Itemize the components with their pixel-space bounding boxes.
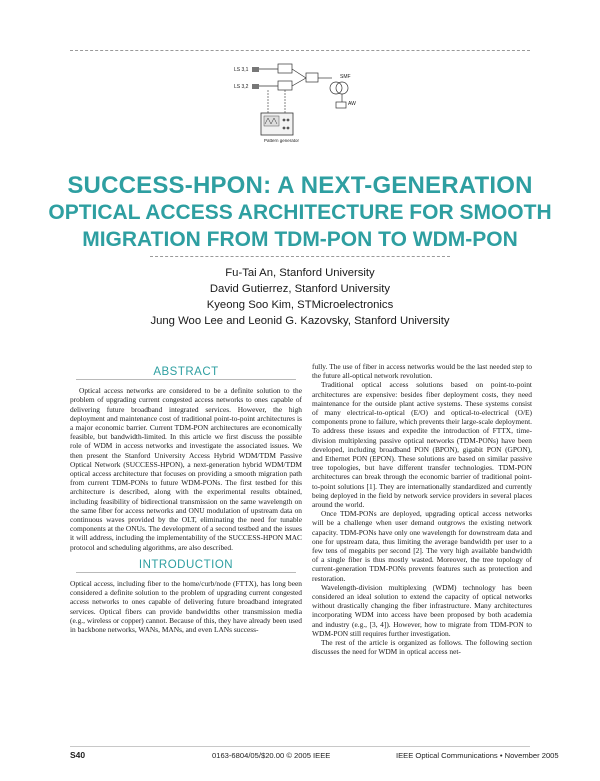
figure-label-aw: AW	[348, 101, 356, 107]
title-line-1: SUCCESS-HPON: A NEXT-GENERATION	[67, 172, 533, 199]
author-line: David Gutierrez, Stanford University	[209, 283, 391, 295]
author-line: Fu-Tai An, Stanford University	[225, 267, 375, 279]
copyright-code: 0163-6804/05/$20.00 © 2005 IEEE	[212, 751, 331, 760]
body-paragraph: Wavelength-division multiplexing (WDM) technology has been considered an ideal solution to extend the capacity of optical networks without drastically changing the fiber infrastructure. Many architectures incorporating WDM into access have been proposed by both academia and industry (e.g., [3, 4]). However, how to migrate from TDM-PON to WDM-PON still requires further investigation.	[312, 582, 532, 638]
author-line: Kyeong Soo Kim, STMicroelectronics	[206, 299, 394, 311]
introduction-text: Optical access, including fiber to the home/curb/node (FTTX), has long been considered a definite solution to the problem of upgrading current congested access networks to ones capable of delivering future broadband integrated services. Optical fibers can provide bandwidths other transmission media (e.g., wireless or copper) cannot. Because of this, they have already been used in backbone networks, WANs, MANs, and even LANs success-	[70, 579, 302, 635]
introduction-heading: INTRODUCTION	[76, 561, 296, 573]
left-column	[70, 368, 302, 634]
body-paragraph: Traditional optical access solutions based on point-to-point architectures are expensive: besides fiber deployment costs, they need maintenance for the outside plant active systems. These systems consist of many electrical-to-optical (E/O) and optical-to-electrical (O/E) components prone to failure, which prevents their large-scale deployment. To address these issues and expedite the introduction of FTTX, time-division multiplexing passive optical networks (TDM-PONs) have been developed, including broadband PON (BPON), gigabit PON (GPON), and Ethernet PON (EPON). These solutions are based on similar passive tree topologies, but have different transfer technologies. TDM-PON architectures can break through the economic barrier of traditional point-to-point solutions [1]. They are internationally standardized and currently being deployed in the field by network service providers in several places around the world.	[312, 380, 532, 510]
figure-label-pattern-generator: Pattern generator	[264, 138, 300, 143]
page-number: S40	[70, 750, 86, 760]
figure-label-ls32: LS 3,2	[234, 84, 249, 90]
title-line-2: OPTICAL ACCESS ARCHITECTURE FOR SMOOTH	[48, 201, 552, 224]
author-list	[100, 265, 500, 329]
abstract-heading: ABSTRACT	[76, 368, 296, 380]
article-title	[40, 172, 560, 253]
abstract-text: Optical access networks are considered to be a definite solution to the problem of upgrading current congested access networks to ones capable of delivering future broadband integrated services. However, the high deployment and maintenance cost of traditional point-to-point architectures is a major economic barrier. Current TDM-PON architectures are economically feasible, but bandwidth-limited. In this article we first discuss the possible role of WDM in access networks and investigate the associated issues. We then present the Stanford University Access Hybrid WDM/TDM Passive Optical Network (SUCCESS-HPON), a next-generation hybrid WDM/TDM optical access architecture that focuses on providing a smooth migration path from current TDM-PONs to future WDM-PONs. The first testbed for this architecture is described, along with the experimental results obtained, including feasibility of bidirectional transmission on the same wavelength on the same fiber for access networks and ONU modulation of upstream data on continuous waves provided by the OLT, eliminating the need for tunable components at the ONUs. The development of a second testbed and the issues it will address, including the implementability of the SUCCESS-HPON MAC protocol and scheduling algorithms, are also described.	[70, 386, 302, 552]
body-paragraph: fully. The use of fiber in access networks would be the last needed step to the future all-optical network revolution.	[312, 362, 532, 381]
footer-divider	[70, 746, 530, 747]
testbed-figure	[228, 58, 360, 154]
figure-label-smf: SMF	[340, 74, 351, 80]
right-column	[312, 362, 532, 657]
testbed-diagram-icon	[228, 58, 360, 154]
body-paragraph: Once TDM-PONs are deployed, upgrading optical access networks will be a challenge when user demand outgrows the existing network capacity. TDM-PONs have only one wavelength for downstream data and one for upstream data, thus limiting the average bandwidth per user to a few tens of megabits per second [2]. The very high available bandwidth of a single fiber is thus mostly wasted. Moreover, the tree topology of current-generation TDM-PONs prevents features such as protection and restoration.	[312, 509, 532, 583]
journal-issue: IEEE Optical Communications • November 2005	[396, 751, 559, 760]
top-divider	[70, 50, 530, 51]
author-line: Jung Woo Lee and Leonid G. Kazovsky, Stanford University	[150, 315, 450, 327]
figure-label-ls31: LS 3,1	[234, 67, 249, 73]
title-line-3: MIGRATION FROM TDM-PON TO WDM-PON	[82, 228, 518, 251]
body-paragraph: The rest of the article is organized as follows. The following section discusses the need for WDM in optical access net-	[312, 638, 532, 657]
title-divider	[150, 256, 450, 257]
